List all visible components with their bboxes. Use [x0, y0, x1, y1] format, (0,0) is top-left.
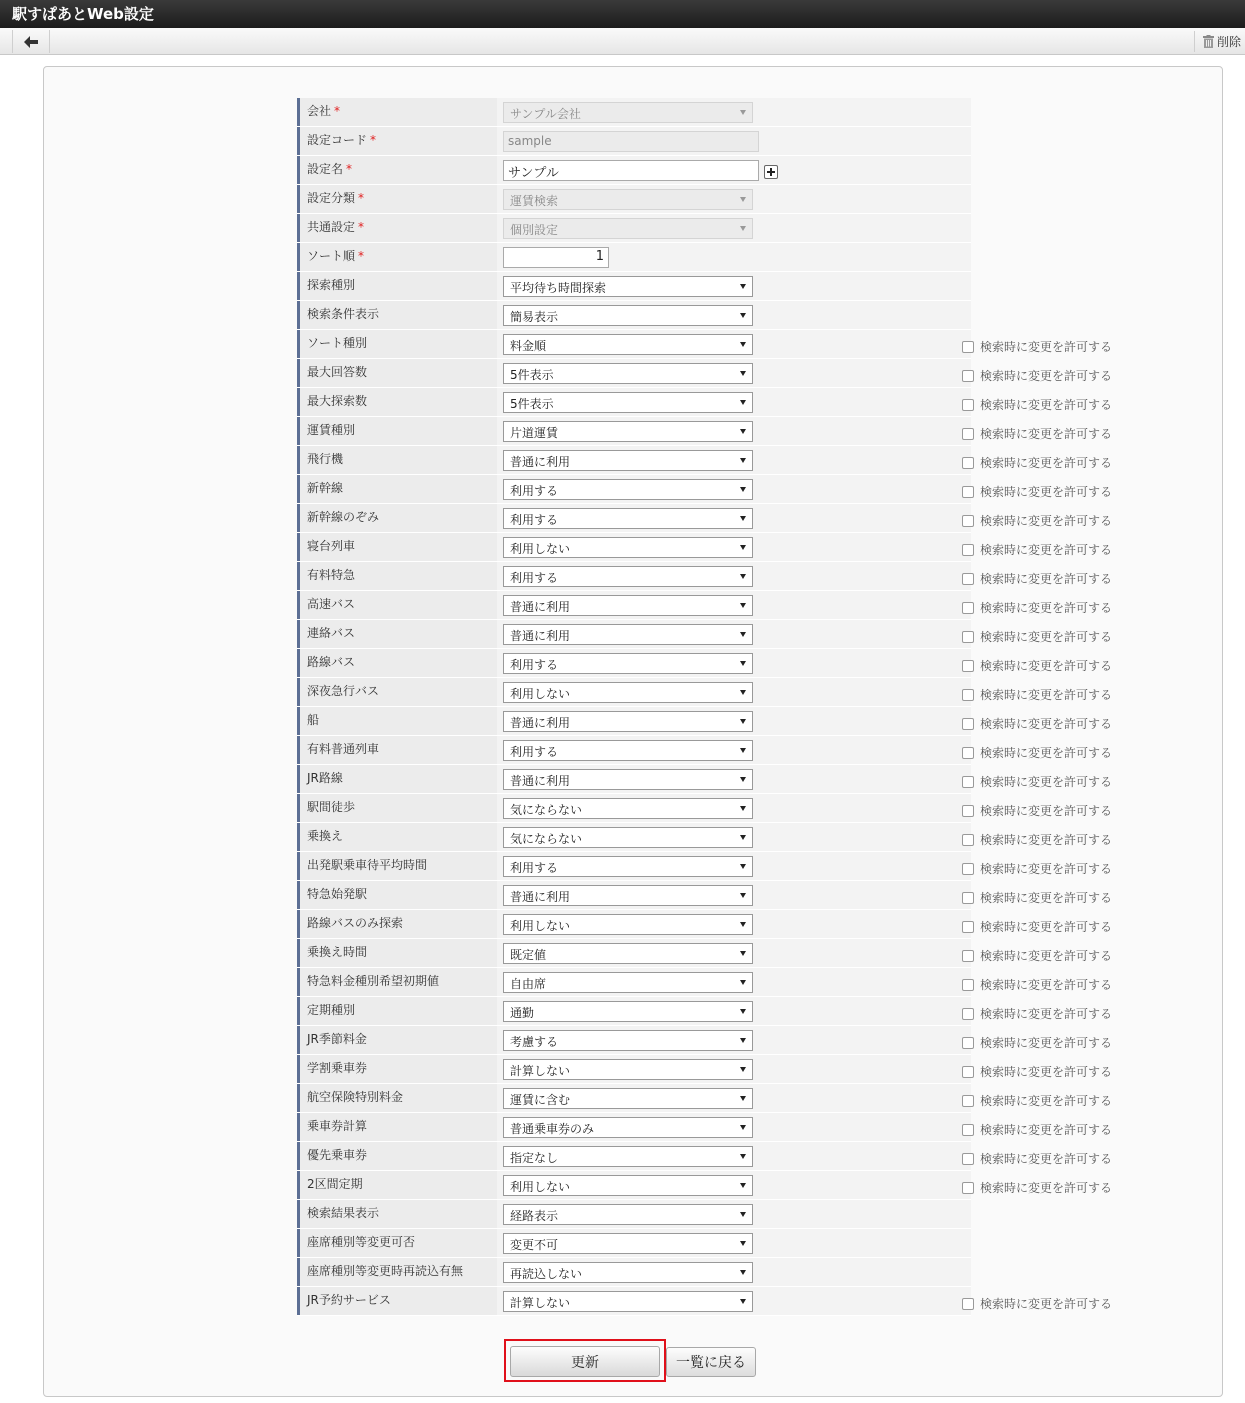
form-row [297, 910, 1113, 939]
common-setting-select: 個別設定 [503, 218, 753, 239]
option-select[interactable]: 利用しない [503, 1175, 753, 1196]
option-select[interactable]: 計算しない [503, 1291, 753, 1312]
allow-change-checkbox[interactable] [962, 573, 974, 585]
allow-change-label: 検索時に変更を許可する [980, 456, 1113, 470]
allow-change-label: 検索時に変更を許可する [980, 543, 1113, 557]
field-label: 会社 * [297, 98, 497, 126]
delete-button[interactable] [1194, 31, 1241, 52]
option-select[interactable]: 利用する [503, 508, 753, 529]
field-label: 特急料金種別希望初期値 [297, 968, 497, 996]
allow-change-option[interactable] [962, 570, 1112, 587]
allow-change-checkbox[interactable] [962, 834, 974, 846]
option-select[interactable]: 片道運賃 [503, 421, 753, 442]
option-select[interactable]: 運賃に含む [503, 1088, 753, 1109]
allow-change-option[interactable] [962, 396, 1112, 413]
allow-change-label: 検索時に変更を許可する [980, 1094, 1113, 1108]
field-label: 設定分類 * [297, 185, 497, 213]
option-select[interactable]: 変更不可 [503, 1233, 753, 1254]
form-row-setting-name [297, 156, 971, 185]
option-select[interactable]: 利用する [503, 653, 753, 674]
option-select[interactable]: 5件表示 [503, 363, 753, 384]
allow-change-checkbox[interactable] [962, 1095, 974, 1107]
field-label: 連絡バス [297, 620, 497, 648]
allow-change-checkbox[interactable] [962, 776, 974, 788]
form-row [297, 504, 1113, 533]
option-select[interactable]: 5件表示 [503, 392, 753, 413]
field-label: 定期種別 [297, 997, 497, 1025]
allow-change-option[interactable] [962, 773, 1112, 790]
form-row [297, 301, 971, 330]
form-row [297, 1026, 1113, 1055]
form-row [297, 272, 971, 301]
option-select[interactable]: 平均待ち時間探索 [503, 276, 753, 297]
settings-form [297, 98, 1113, 1316]
allow-change-option[interactable] [962, 367, 1112, 384]
allow-change-option[interactable] [962, 1063, 1112, 1080]
allow-change-checkbox[interactable] [962, 1037, 974, 1049]
allow-change-option[interactable] [962, 1121, 1112, 1138]
field-label: ソート順 * [297, 243, 497, 271]
allow-change-checkbox[interactable] [962, 921, 974, 933]
allow-change-option[interactable] [962, 686, 1112, 703]
allow-change-label: 検索時に変更を許可する [980, 1297, 1113, 1311]
allow-change-label: 検索時に変更を許可する [980, 1152, 1113, 1166]
option-select[interactable]: 経路表示 [503, 1204, 753, 1225]
form-row [297, 1113, 1113, 1142]
allow-change-checkbox[interactable] [962, 950, 974, 962]
option-select[interactable]: 普通に利用 [503, 624, 753, 645]
update-button[interactable]: 更新 [510, 1346, 660, 1377]
field-label: 学割乗車券 [297, 1055, 497, 1083]
allow-change-label: 検索時に変更を許可する [980, 369, 1113, 383]
form-row [297, 1171, 1113, 1200]
allow-change-checkbox[interactable] [962, 486, 974, 498]
allow-change-option[interactable] [962, 802, 1112, 819]
delete-label: 削除 [1216, 35, 1241, 49]
sort-order-input[interactable]: 1 [503, 247, 609, 268]
form-row [297, 562, 1113, 591]
field-label: 設定名 * [297, 156, 497, 184]
allow-change-label: 検索時に変更を許可する [980, 1123, 1113, 1137]
form-row [297, 1287, 1113, 1316]
allow-change-label: 検索時に変更を許可する [980, 949, 1113, 963]
field-label: 最大回答数 [297, 359, 497, 387]
option-select[interactable]: 利用する [503, 740, 753, 761]
back-to-list-button[interactable]: 一覧に戻る [666, 1347, 756, 1377]
form-row [297, 1200, 971, 1229]
allow-change-option[interactable] [962, 1295, 1112, 1312]
allow-change-label: 検索時に変更を許可する [980, 920, 1113, 934]
allow-change-label: 検索時に変更を許可する [980, 1036, 1113, 1050]
form-row [297, 649, 1113, 678]
allow-change-label: 検索時に変更を許可する [980, 340, 1113, 354]
company-select: サンプル会社 [503, 102, 753, 123]
form-row [297, 330, 1113, 359]
allow-change-checkbox[interactable] [962, 341, 974, 353]
allow-change-checkbox[interactable] [962, 1298, 974, 1310]
allow-change-label: 検索時に変更を許可する [980, 804, 1113, 818]
form-row [297, 997, 1113, 1026]
allow-change-checkbox[interactable] [962, 399, 974, 411]
allow-change-option[interactable] [962, 715, 1112, 732]
option-select[interactable]: 自由席 [503, 972, 753, 993]
form-row-setting-code [297, 127, 971, 156]
allow-change-checkbox[interactable] [962, 979, 974, 991]
option-select[interactable]: 普通に利用 [503, 885, 753, 906]
field-label: 座席種別等変更時再読込有無 [297, 1258, 497, 1286]
field-label: 路線バスのみ探索 [297, 910, 497, 938]
option-select[interactable]: 再読込しない [503, 1262, 753, 1283]
back-button[interactable] [12, 30, 50, 53]
option-select[interactable]: 通勤 [503, 1001, 753, 1022]
allow-change-checkbox[interactable] [962, 1008, 974, 1020]
option-select[interactable]: 指定なし [503, 1146, 753, 1167]
allow-change-label: 検索時に変更を許可する [980, 485, 1113, 499]
allow-change-checkbox[interactable] [962, 544, 974, 556]
allow-change-label: 検索時に変更を許可する [980, 688, 1113, 702]
form-row [297, 1142, 1113, 1171]
allow-change-checkbox[interactable] [962, 370, 974, 382]
setting-category-select: 運賃検索 [503, 189, 753, 210]
field-label: 駅間徒歩 [297, 794, 497, 822]
field-label: 有料普通列車 [297, 736, 497, 764]
field-label: 新幹線のぞみ [297, 504, 497, 532]
field-label: 探索種別 [297, 272, 497, 300]
allow-change-checkbox[interactable] [962, 805, 974, 817]
form-row [297, 620, 1113, 649]
allow-change-checkbox[interactable] [962, 892, 974, 904]
field-label: 2区間定期 [297, 1171, 497, 1199]
form-row [297, 939, 1113, 968]
allow-change-checkbox[interactable] [962, 1124, 974, 1136]
allow-change-label: 検索時に変更を許可する [980, 1065, 1113, 1079]
field-label: 座席種別等変更可否 [297, 1229, 497, 1257]
form-row [297, 852, 1113, 881]
field-label: JR季節料金 [297, 1026, 497, 1054]
allow-change-option[interactable] [962, 947, 1112, 964]
form-row [297, 359, 1113, 388]
trash-icon [1203, 35, 1214, 48]
allow-change-option[interactable] [962, 657, 1112, 674]
allow-change-checkbox[interactable] [962, 1066, 974, 1078]
field-label: 優先乗車券 [297, 1142, 497, 1170]
arrow-left-icon [24, 36, 38, 48]
add-translation-icon[interactable] [764, 165, 778, 179]
window-title: 駅すぱあとWeb設定 [0, 0, 1245, 28]
allow-change-option[interactable] [962, 483, 1112, 500]
form-row [297, 388, 1113, 417]
field-label: 設定コード * [297, 127, 497, 155]
form-row [297, 765, 1113, 794]
option-select[interactable]: 既定値 [503, 943, 753, 964]
option-select[interactable]: 利用しない [503, 682, 753, 703]
form-row [297, 533, 1113, 562]
option-select[interactable]: 利用する [503, 479, 753, 500]
allow-change-option[interactable] [962, 918, 1112, 935]
option-select[interactable]: 利用しない [503, 537, 753, 558]
allow-change-label: 検索時に変更を許可する [980, 717, 1113, 731]
form-row-company [297, 98, 971, 127]
field-label: 乗換え時間 [297, 939, 497, 967]
allow-change-option[interactable] [962, 541, 1112, 558]
allow-change-label: 検索時に変更を許可する [980, 862, 1113, 876]
allow-change-label: 検索時に変更を許可する [980, 1181, 1113, 1195]
option-select[interactable]: 普通に利用 [503, 595, 753, 616]
allow-change-option[interactable] [962, 338, 1112, 355]
allow-change-label: 検索時に変更を許可する [980, 746, 1113, 760]
field-label: 有料特急 [297, 562, 497, 590]
allow-change-option[interactable] [962, 1150, 1112, 1167]
allow-change-label: 検索時に変更を許可する [980, 891, 1113, 905]
form-row [297, 881, 1113, 910]
allow-change-option[interactable] [962, 976, 1112, 993]
allow-change-label: 検索時に変更を許可する [980, 398, 1113, 412]
form-row [297, 736, 1113, 765]
allow-change-label: 検索時に変更を許可する [980, 630, 1113, 644]
field-label: JR予約サービス [297, 1287, 497, 1315]
allow-change-checkbox[interactable] [962, 631, 974, 643]
allow-change-label: 検索時に変更を許可する [980, 978, 1113, 992]
allow-change-checkbox[interactable] [962, 515, 974, 527]
option-select[interactable]: 利用する [503, 566, 753, 587]
allow-change-option[interactable] [962, 744, 1112, 761]
field-label: 乗車券計算 [297, 1113, 497, 1141]
allow-change-checkbox[interactable] [962, 457, 974, 469]
option-select[interactable]: 普通乗車券のみ [503, 1117, 753, 1138]
field-label: 深夜急行バス [297, 678, 497, 706]
form-row-common-setting [297, 214, 971, 243]
allow-change-checkbox[interactable] [962, 747, 974, 759]
field-label: 高速バス [297, 591, 497, 619]
allow-change-label: 検索時に変更を許可する [980, 427, 1113, 441]
field-label: 飛行機 [297, 446, 497, 474]
allow-change-checkbox[interactable] [962, 660, 974, 672]
allow-change-option[interactable] [962, 1092, 1112, 1109]
option-select[interactable]: 考慮する [503, 1030, 753, 1051]
allow-change-option[interactable] [962, 425, 1112, 442]
option-select[interactable]: 料金順 [503, 334, 753, 355]
field-label: 検索結果表示 [297, 1200, 497, 1228]
allow-change-checkbox[interactable] [962, 718, 974, 730]
allow-change-option[interactable] [962, 454, 1112, 471]
allow-change-label: 検索時に変更を許可する [980, 1007, 1113, 1021]
allow-change-option[interactable] [962, 1179, 1112, 1196]
allow-change-option[interactable] [962, 831, 1112, 848]
form-row [297, 417, 1113, 446]
form-row [297, 707, 1113, 736]
field-label: 検索条件表示 [297, 301, 497, 329]
option-select[interactable]: 普通に利用 [503, 769, 753, 790]
form-row [297, 968, 1113, 997]
option-select[interactable]: 普通に利用 [503, 450, 753, 471]
allow-change-checkbox[interactable] [962, 863, 974, 875]
allow-change-checkbox[interactable] [962, 602, 974, 614]
form-row [297, 794, 1113, 823]
allow-change-option[interactable] [962, 1034, 1112, 1051]
form-row [297, 591, 1113, 620]
form-row [297, 446, 1113, 475]
option-select[interactable]: 普通に利用 [503, 711, 753, 732]
allow-change-checkbox[interactable] [962, 1182, 974, 1194]
form-row [297, 1229, 971, 1258]
option-select[interactable]: 利用する [503, 856, 753, 877]
field-label: 共通設定 * [297, 214, 497, 242]
allow-change-option[interactable] [962, 599, 1112, 616]
form-row [297, 823, 1113, 852]
allow-change-checkbox[interactable] [962, 1153, 974, 1165]
field-label: 乗換え [297, 823, 497, 851]
form-row-sort-order [297, 243, 971, 272]
field-label: JR路線 [297, 765, 497, 793]
allow-change-checkbox[interactable] [962, 428, 974, 440]
allow-change-label: 検索時に変更を許可する [980, 514, 1113, 528]
form-row [297, 475, 1113, 504]
allow-change-label: 検索時に変更を許可する [980, 601, 1113, 615]
field-label: 新幹線 [297, 475, 497, 503]
field-label: 特急始発駅 [297, 881, 497, 909]
form-row-setting-category [297, 185, 971, 214]
form-row [297, 1055, 1113, 1084]
setting-code-input: sample [503, 131, 759, 152]
option-select[interactable]: 簡易表示 [503, 305, 753, 326]
option-select[interactable]: 利用しない [503, 914, 753, 935]
allow-change-option[interactable] [962, 512, 1112, 529]
field-label: 船 [297, 707, 497, 735]
allow-change-option[interactable] [962, 860, 1112, 877]
allow-change-label: 検索時に変更を許可する [980, 659, 1113, 673]
setting-name-input[interactable]: サンプル [503, 160, 759, 181]
allow-change-label: 検索時に変更を許可する [980, 833, 1113, 847]
allow-change-label: 検索時に変更を許可する [980, 775, 1113, 789]
allow-change-option[interactable] [962, 628, 1112, 645]
field-label: 路線バス [297, 649, 497, 677]
option-select[interactable]: 計算しない [503, 1059, 753, 1080]
allow-change-label: 検索時に変更を許可する [980, 572, 1113, 586]
form-row [297, 1084, 1113, 1113]
field-label: 最大探索数 [297, 388, 497, 416]
field-label: 寝台列車 [297, 533, 497, 561]
toolbar [0, 28, 1245, 55]
allow-change-option[interactable] [962, 1005, 1112, 1022]
allow-change-option[interactable] [962, 889, 1112, 906]
form-row [297, 1258, 971, 1287]
option-select[interactable]: 気にならない [503, 827, 753, 848]
field-label: 出発駅乗車待平均時間 [297, 852, 497, 880]
field-label: 航空保険特別料金 [297, 1084, 497, 1112]
field-label: ソート種別 [297, 330, 497, 358]
field-label: 運賃種別 [297, 417, 497, 445]
allow-change-checkbox[interactable] [962, 689, 974, 701]
form-row [297, 678, 1113, 707]
option-select[interactable]: 気にならない [503, 798, 753, 819]
